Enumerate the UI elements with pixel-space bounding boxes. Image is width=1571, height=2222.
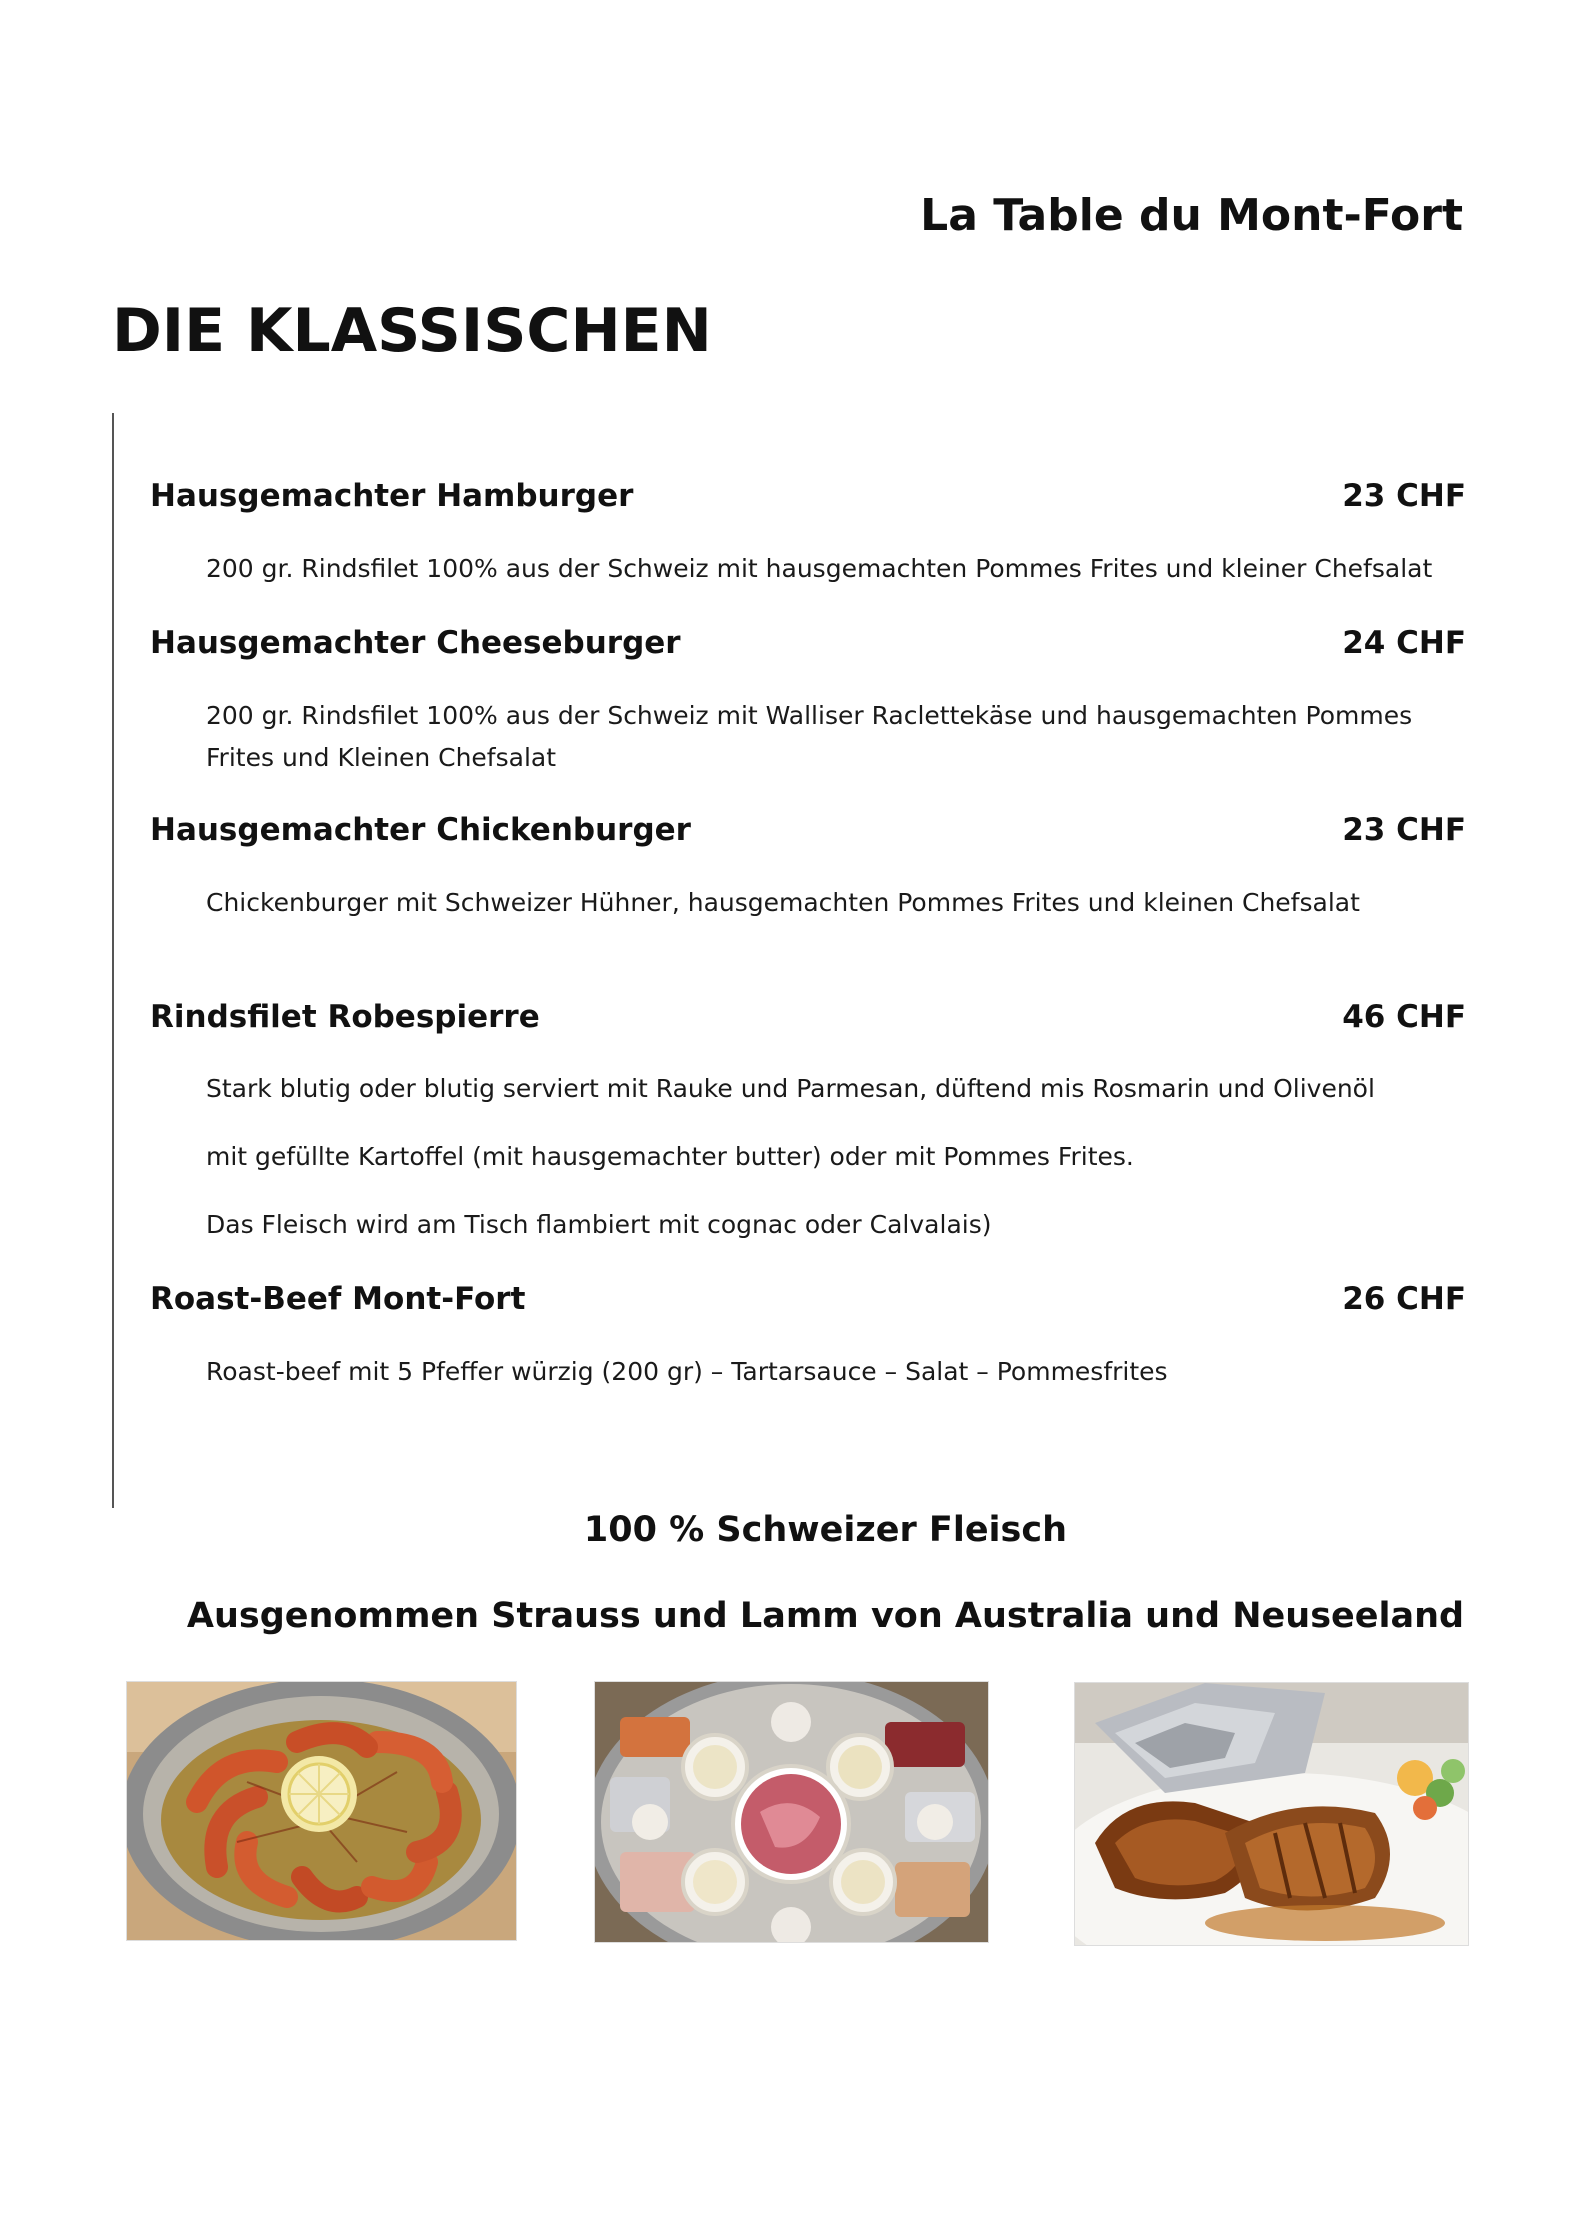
item-description (206, 695, 1466, 779)
item-name: Rindsfilet Robespierre (150, 999, 540, 1035)
menu-item-roast-beef (150, 1281, 1466, 1393)
swiss-meat-notice: 100 % Schweizer Fleisch (583, 1510, 1068, 1550)
item-name: Hausgemachter Hamburger (150, 478, 634, 514)
restaurant-name: La Table du Mont-Fort (920, 190, 1463, 241)
photo-grilled-prawns (127, 1682, 516, 1940)
description-line: Das Fleisch wird am Tisch flambiert mit cognac oder Calvalais) (206, 1210, 992, 1239)
item-description (206, 1351, 1466, 1393)
menu-item-rindsfilet-robespierre (150, 999, 1466, 1259)
side-rule (112, 413, 114, 1508)
item-name: Hausgemachter Chickenburger (150, 812, 691, 848)
menu-item-hamburger (150, 478, 1466, 590)
item-name: Hausgemachter Cheeseburger (150, 625, 681, 661)
item-price: 23 CHF (1342, 478, 1466, 514)
item-description (206, 1055, 1466, 1259)
description-line: Stark blutig oder blutig serviert mit Rauke und Parmesan, düftend mis Rosmarin und Olivenöl (206, 1074, 1375, 1103)
item-description (206, 548, 1466, 590)
description-line: 200 gr. Rindsfilet 100% aus der Schweiz mit Walliser Raclettekäse und hausgemachten Pommes Frites und Kleinen Chefsalat (206, 701, 1413, 772)
description-line: Roast-beef mit 5 Pfeffer würzig (200 gr) – Tartarsauce – Salat – Pommesfrites (206, 1357, 1168, 1386)
description-line: mit gefüllte Kartoffel (mit hausgemachter butter) oder mit Pommes Frites. (206, 1142, 1134, 1171)
menu-item-chickenburger (150, 812, 1466, 924)
section-title: DIE KLASSISCHEN (112, 296, 712, 366)
description-line: 200 gr. Rindsfilet 100% aus der Schweiz mit hausgemachten Pommes Frites und kleiner Chefsalat (206, 554, 1433, 583)
photo-meat-platter (595, 1682, 988, 1942)
item-name: Roast-Beef Mont-Fort (150, 1281, 526, 1317)
item-price: 24 CHF (1342, 625, 1466, 661)
menu-item-cheeseburger (150, 625, 1466, 779)
origin-exception-notice: Ausgenommen Strauss und Lamm von Australia und Neuseeland (186, 1596, 1465, 1636)
photo-spare-ribs (1075, 1683, 1468, 1945)
item-price: 26 CHF (1342, 1281, 1466, 1317)
item-price: 23 CHF (1342, 812, 1466, 848)
item-price: 46 CHF (1342, 999, 1466, 1035)
description-line: Chickenburger mit Schweizer Hühner, hausgemachten Pommes Frites und kleinen Chefsalat (206, 888, 1360, 917)
item-description (206, 882, 1466, 924)
